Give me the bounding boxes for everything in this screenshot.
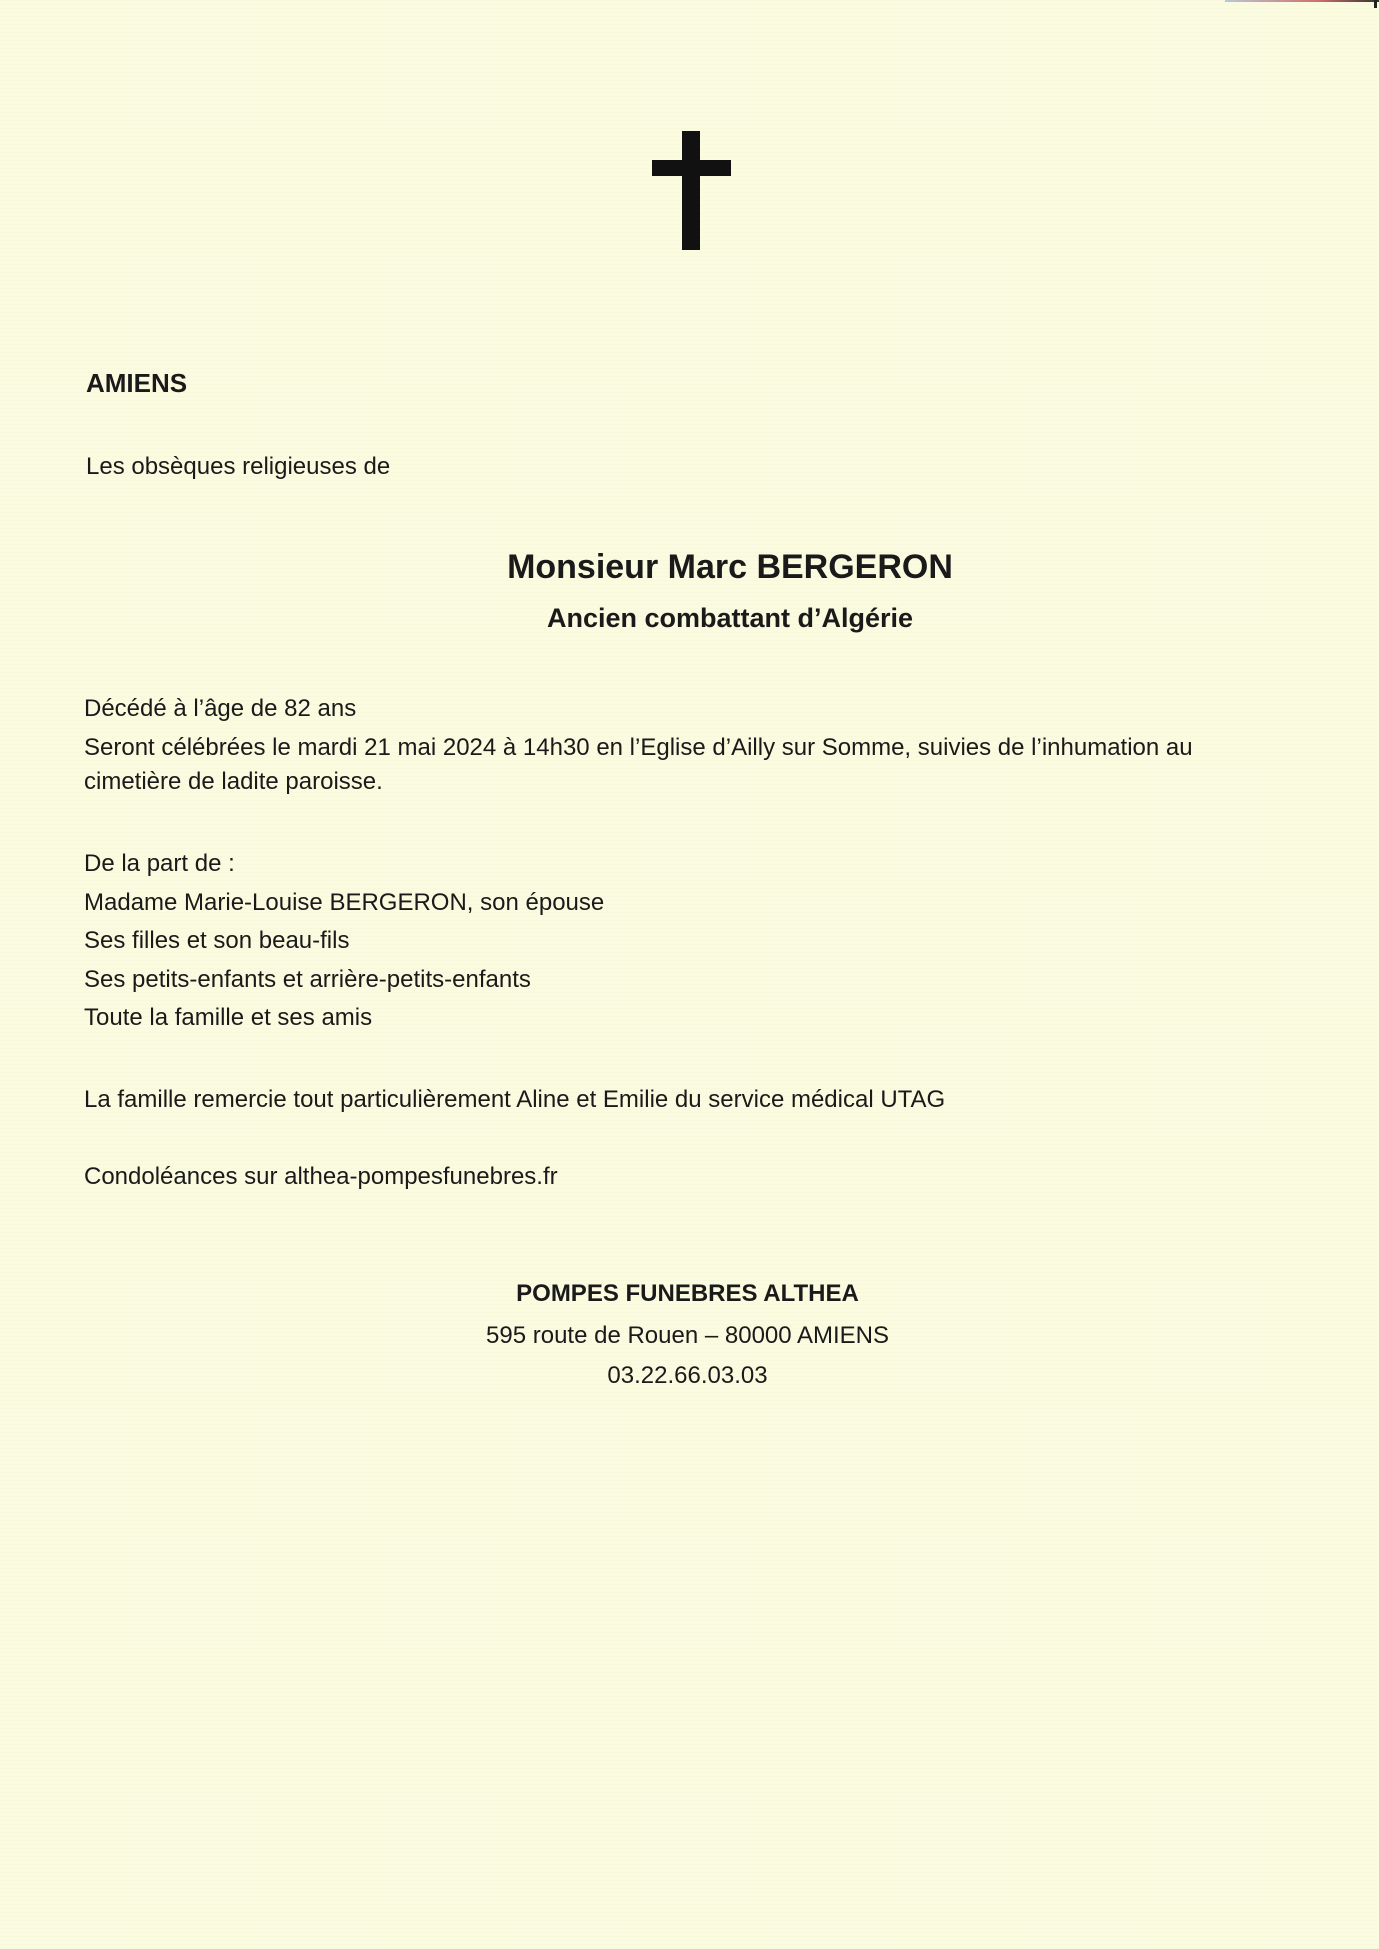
- ceremony-line-cont: cimetière de ladite paroisse.: [84, 768, 383, 795]
- condolences-text: Condoléances sur althea-pompesfunebres.fr: [84, 1163, 558, 1190]
- family-line: Toute la famille et ses amis: [84, 1004, 373, 1031]
- family-line: Madame Marie-Louise BERGERON, son épouse: [84, 888, 605, 916]
- details-block: [84, 690, 1193, 796]
- cross-icon: [0, 0, 1379, 260]
- deceased-name: Monsieur Marc BERGERON: [507, 548, 953, 586]
- ceremony-line: Seront célébrées le mardi 21 mai 2024 à 14h30 en l’Eglise d’Ailly sur Somme, suivies de l’inhumation au: [84, 734, 1193, 761]
- family-line: Ses petits-enfants et arrière-petits-enfants: [84, 965, 531, 993]
- intro-text: Les obsèques religieuses de: [86, 453, 391, 480]
- family-block: [84, 845, 604, 1038]
- deceased-title: Ancien combattant d’Algérie: [546, 603, 914, 633]
- age-line: Décédé à l’âge de 82 ans: [84, 695, 357, 722]
- funeral-home-phone: 03.22.66.03.03: [607, 1362, 768, 1389]
- funeral-home-address: 595 route de Rouen – 80000 AMIENS: [486, 1322, 889, 1349]
- funeral-home-name: POMPES FUNEBRES ALTHEA: [516, 1280, 859, 1307]
- family-heading: De la part de :: [84, 850, 235, 877]
- thanks-text: La famille remercie tout particulièrement Aline et Emilie du service médical UTAG: [84, 1086, 946, 1113]
- family-line: Ses filles et son beau-fils: [84, 927, 350, 954]
- city-heading: AMIENS: [86, 368, 188, 398]
